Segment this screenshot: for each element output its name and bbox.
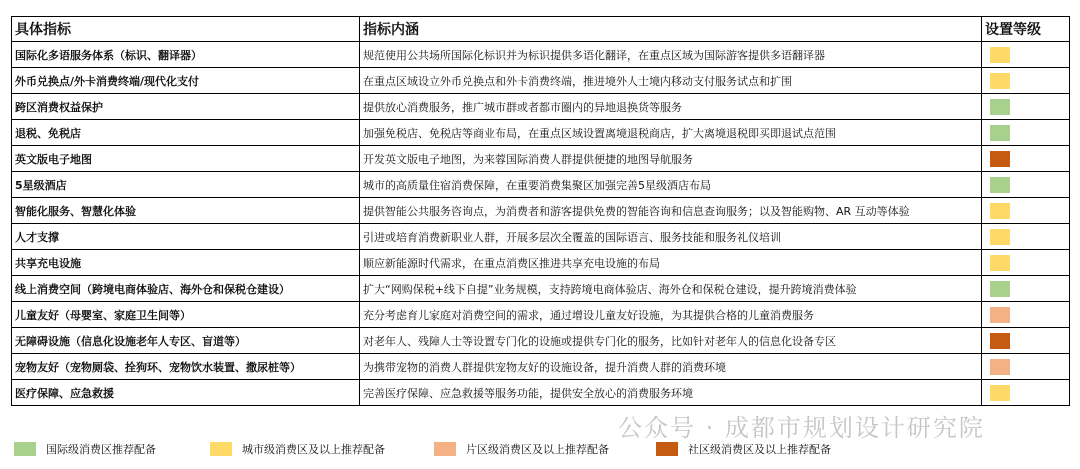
indicator-description: 提供放心消费服务，推广城市群或者都市圈内的异地退换货等服务 (360, 94, 982, 120)
level-swatch-city (990, 255, 1010, 271)
level-cell (982, 198, 1070, 224)
indicator-table (11, 16, 1070, 406)
level-cell (982, 94, 1070, 120)
level-swatch-international (990, 281, 1010, 297)
table-row (12, 198, 1070, 224)
level-swatch-city (990, 73, 1010, 89)
indicator-name: 共享充电设施 (12, 250, 360, 276)
legend-label: 国际级消费区推荐配备 (46, 443, 156, 456)
indicator-description: 扩大“网购保税+线下自提”业务规模，支持跨境电商体验店、海外仓和保税仓建设，提升跨境消费体验 (360, 276, 982, 302)
legend (14, 441, 1064, 459)
table-row (12, 354, 1070, 380)
table-row (12, 172, 1070, 198)
indicator-description: 城市的高质量住宿消费保障，在重要消费集聚区加强完善5星级酒店布局 (360, 172, 982, 198)
legend-swatch-international (14, 442, 36, 456)
indicator-description: 加强免税店、免税店等商业布局，在重点区域设置离境退税商店，扩大离境退税即买即退试点范围 (360, 120, 982, 146)
table-row (12, 328, 1070, 354)
level-cell (982, 276, 1070, 302)
level-cell (982, 172, 1070, 198)
indicator-description: 完善医疗保障、应急救援等服务功能，提供安全放心的消费服务环境 (360, 380, 982, 406)
indicator-description: 充分考虑育儿家庭对消费空间的需求，通过增设儿童友好设施，为其提供合格的儿童消费服务 (360, 302, 982, 328)
indicator-description: 开发英文版电子地图，为来蓉国际消费人群提供便捷的地图导航服务 (360, 146, 982, 172)
indicator-name: 医疗保障、应急救援 (12, 380, 360, 406)
indicator-name: 跨区消费权益保护 (12, 94, 360, 120)
level-swatch-city (990, 229, 1010, 245)
indicator-name: 外币兑换点/外卡消费终端/现代化支付 (12, 68, 360, 94)
table-row (12, 120, 1070, 146)
table-row (12, 276, 1070, 302)
table-row (12, 250, 1070, 276)
level-swatch-international (990, 99, 1010, 115)
level-cell (982, 250, 1070, 276)
indicator-description: 规范使用公共场所国际化标识并为标识提供多语化翻译，在重点区域为国际游客提供多语翻译器 (360, 42, 982, 68)
legend-label: 社区级消费区及以上推荐配备 (688, 443, 831, 456)
indicator-description: 为携带宠物的消费人群提供宠物友好的设施设备，提升消费人群的消费环境 (360, 354, 982, 380)
level-swatch-district (990, 359, 1010, 375)
indicator-name: 儿童友好（母婴室、家庭卫生间等） (12, 302, 360, 328)
legend-label: 片区级消费区及以上推荐配备 (466, 443, 609, 456)
watermark: 公众号 · 成都市规划设计研究院 (618, 414, 985, 442)
table-row (12, 94, 1070, 120)
table-row (12, 146, 1070, 172)
indicator-name: 英文版电子地图 (12, 146, 360, 172)
level-swatch-city (990, 47, 1010, 63)
indicator-name: 无障碍设施（信息化设施老年人专区、盲道等） (12, 328, 360, 354)
level-swatch-community (990, 333, 1010, 349)
level-swatch-district (990, 307, 1010, 323)
header-level: 设置等级 (982, 17, 1070, 42)
legend-item-international (14, 441, 156, 457)
level-swatch-international (990, 177, 1010, 193)
legend-item-city (210, 441, 385, 457)
legend-item-district (434, 441, 609, 457)
legend-swatch-district (434, 442, 456, 456)
header-connotation: 指标内涵 (360, 17, 982, 42)
level-cell (982, 328, 1070, 354)
indicator-name: 5星级酒店 (12, 172, 360, 198)
header-indicator: 具体指标 (12, 17, 360, 42)
legend-label: 城市级消费区及以上推荐配备 (242, 443, 385, 456)
indicator-description: 引进或培育消费新职业人群，开展多层次全覆盖的国际语言、服务技能和服务礼仪培训 (360, 224, 982, 250)
indicator-name: 国际化多语服务体系（标识、翻译器） (12, 42, 360, 68)
indicator-description: 顺应新能源时代需求，在重点消费区推进共享充电设施的布局 (360, 250, 982, 276)
level-swatch-city (990, 385, 1010, 401)
level-cell (982, 42, 1070, 68)
level-cell (982, 146, 1070, 172)
table-row (12, 224, 1070, 250)
level-cell (982, 354, 1070, 380)
level-cell (982, 224, 1070, 250)
indicator-name: 智能化服务、智慧化体验 (12, 198, 360, 224)
indicator-description: 对老年人、残障人士等设置专门化的设施或提供专门化的服务，比如针对老年人的信息化设备专区 (360, 328, 982, 354)
table-row (12, 302, 1070, 328)
level-cell (982, 68, 1070, 94)
level-cell (982, 380, 1070, 406)
level-cell (982, 302, 1070, 328)
level-swatch-city (990, 203, 1010, 219)
indicator-name: 宠物友好（宠物厕袋、拴狗环、宠物饮水装置、撒尿桩等） (12, 354, 360, 380)
table-row (12, 42, 1070, 68)
legend-swatch-community (656, 442, 678, 456)
table-header-row (12, 17, 1070, 42)
table-row (12, 68, 1070, 94)
indicator-description: 在重点区域设立外币兑换点和外卡消费终端，推进境外人士境内移动支付服务试点和扩围 (360, 68, 982, 94)
table-row (12, 380, 1070, 406)
indicator-name: 线上消费空间（跨境电商体验店、海外仓和保税仓建设） (12, 276, 360, 302)
indicator-name: 人才支撑 (12, 224, 360, 250)
level-swatch-international (990, 125, 1010, 141)
legend-swatch-city (210, 442, 232, 456)
level-cell (982, 120, 1070, 146)
indicator-description: 提供智能公共服务咨询点，为消费者和游客提供免费的智能咨询和信息查询服务；以及智能购物、AR 互动等体验 (360, 198, 982, 224)
level-swatch-community (990, 151, 1010, 167)
indicator-name: 退税、免税店 (12, 120, 360, 146)
legend-item-community (656, 441, 831, 457)
